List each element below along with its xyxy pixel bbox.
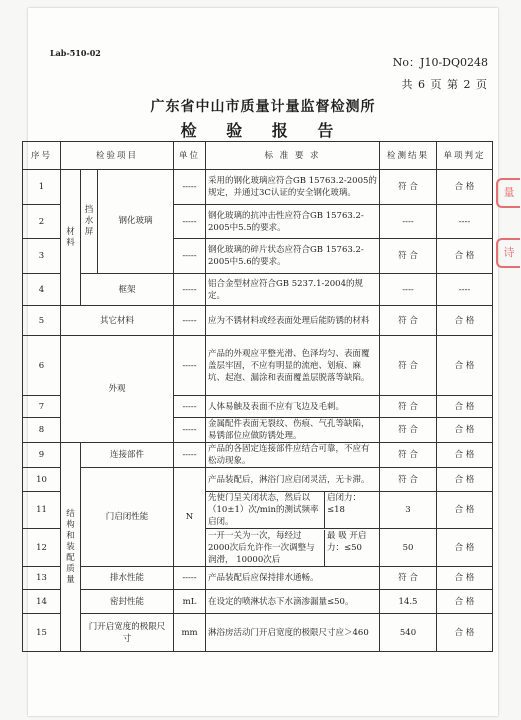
unit: -----	[174, 306, 206, 336]
result: 14.5	[380, 590, 437, 614]
verdict: 合 格	[437, 590, 493, 614]
requirement: 产品装配后，淋浴门应启闭灵活，无卡滞。	[206, 468, 380, 492]
table-row	[23, 614, 493, 652]
result: 符 合	[380, 306, 437, 336]
requirement-main: 先使门呈关闭状态，然后以（10±1）次/min的测试频率启闭。	[206, 492, 325, 528]
requirement: 在设定的喷淋状态下水滴渗漏量≤50。	[206, 590, 380, 614]
verdict: 合 格	[437, 170, 493, 205]
unit: -----	[174, 336, 206, 396]
row-number: 1	[23, 170, 61, 205]
requirement: 人体易触及表面不应有飞边及毛刺。	[206, 396, 380, 418]
result: 符 合	[380, 396, 437, 418]
group-structure: 结构和装配质量	[61, 443, 81, 652]
requirement	[206, 492, 380, 529]
item-door-width: 门开启宽度的极限尺寸	[81, 614, 174, 652]
unit: -----	[174, 239, 206, 274]
report-number: No：J10-DQ0248	[392, 56, 488, 69]
institute-name: 广东省中山市质量计量监督检测所	[150, 99, 376, 115]
row-number: 8	[23, 418, 61, 443]
verdict: 合 格	[437, 443, 493, 468]
row-number: 14	[23, 590, 61, 614]
verdict: 合 格	[437, 529, 493, 567]
seal-stamp-lower: 诗	[496, 238, 520, 268]
verdict: ----	[437, 205, 493, 239]
group-water-screen: 挡水屏	[81, 170, 98, 274]
result: ----	[380, 205, 437, 239]
result: 符 合	[380, 443, 437, 468]
requirement-main: 一开一关为一次，每经过2000次后允许作一次调整与润滑， 10000次后	[206, 530, 325, 566]
verdict: 合 格	[437, 239, 493, 274]
result: 符 合	[380, 336, 437, 396]
unit: -----	[174, 205, 206, 239]
verdict: ----	[437, 274, 493, 306]
unit: -----	[174, 418, 206, 443]
item-frame: 框架	[81, 274, 174, 306]
header-requirement: 标 准 要 求	[206, 142, 380, 170]
item-connect-parts: 连接部件	[81, 443, 174, 468]
verdict: 合 格	[437, 336, 493, 396]
result: 符 合	[380, 567, 437, 590]
verdict: 合 格	[437, 306, 493, 336]
verdict: 合 格	[437, 492, 493, 529]
table-row	[23, 170, 493, 205]
table-header-row	[23, 142, 493, 170]
unit: mL	[174, 590, 206, 614]
row-number: 15	[23, 614, 61, 652]
row-number: 4	[23, 274, 61, 306]
unit: -----	[174, 274, 206, 306]
result: 符 合	[380, 468, 437, 492]
verdict: 合 格	[437, 468, 493, 492]
item-tempered-glass: 钢化玻璃	[98, 170, 174, 274]
requirement: 产品的外观应平整光滑、色泽均匀、表面覆盖层牢固，不应有明显的流疤、划痕、麻坑、起泡、漏涂和表面覆盖层脱落等缺陷。	[206, 336, 380, 396]
item-sealing: 密封性能	[81, 590, 174, 614]
header-unit: 单位	[174, 142, 206, 170]
item-door-closing: 门启闭性能	[81, 468, 174, 567]
seal-stamp-upper: 量	[496, 178, 520, 208]
requirement: 钢化玻璃的碎片状态应符合GB 15763.2-2005中5.6的要求。	[206, 239, 380, 274]
requirement: 产品装配后应保持排水通畅。	[206, 567, 380, 590]
table-row	[23, 590, 493, 614]
result: 540	[380, 614, 437, 652]
unit: -----	[174, 396, 206, 418]
header-item: 检验项目	[61, 142, 174, 170]
result: ----	[380, 274, 437, 306]
table-row	[23, 336, 493, 396]
result: 3	[380, 492, 437, 529]
result: 符 合	[380, 170, 437, 205]
result: 符 合	[380, 418, 437, 443]
page-count: 共 6 页 第 2 页	[401, 78, 488, 91]
row-number: 12	[23, 529, 61, 567]
row-number: 6	[23, 336, 61, 396]
item-appearance: 外观	[61, 336, 174, 443]
requirement: 产品的各固定连接部件应结合可靠，不应有松动现象。	[206, 443, 380, 468]
table-row	[23, 567, 493, 590]
row-number: 10	[23, 468, 61, 492]
verdict: 合 格	[437, 614, 493, 652]
header-verdict: 单项判定	[437, 142, 493, 170]
table-row	[23, 274, 493, 306]
unit: mm	[174, 614, 206, 652]
requirement: 钢化玻璃的抗冲击性应符合GB 15763.2-2005中5.5的要求。	[206, 205, 380, 239]
inspection-table	[22, 141, 493, 652]
unit: -----	[174, 170, 206, 205]
document-code: Lab-510-02	[50, 48, 101, 58]
unit: -----	[174, 567, 206, 590]
table-row	[23, 468, 493, 492]
requirement-limit: 启闭力：≤18	[327, 493, 362, 515]
result: 50	[380, 529, 437, 567]
verdict: 合 格	[437, 418, 493, 443]
requirement: 应为不锈材料或经表面处理后能防锈的材料	[206, 306, 380, 336]
requirement: 金属配件表面无裂纹、伤痕、气孔等缺陷，易锈部位应做防锈处理。	[206, 418, 380, 443]
row-number: 9	[23, 443, 61, 468]
row-number: 7	[23, 396, 61, 418]
table-row	[23, 306, 493, 336]
requirement-limit: 最 吸 开启力：≤50	[327, 530, 367, 553]
report-title: 检 验 报 告	[180, 121, 346, 140]
item-other-material: 其它材料	[61, 306, 174, 336]
requirement: 淋浴房活动门开启宽度的极限尺寸应＞460	[206, 614, 380, 652]
verdict: 合 格	[437, 396, 493, 418]
row-number: 13	[23, 567, 61, 590]
unit: -----	[174, 443, 206, 468]
requirement: 铝合金型材应符合GB 5237.1-2004的规定。	[206, 274, 380, 306]
header-result: 检测结果	[380, 142, 437, 170]
item-drainage: 排水性能	[81, 567, 174, 590]
result: 符 合	[380, 239, 437, 274]
table-row	[23, 443, 493, 468]
row-number: 3	[23, 239, 61, 274]
verdict: 合 格	[437, 567, 493, 590]
header-no: 序号	[23, 142, 61, 170]
requirement: 采用的钢化玻璃应符合GB 15763.2-2005的规定，并通过3C认证的安全钢化玻璃。	[206, 170, 380, 205]
row-number: 2	[23, 205, 61, 239]
group-material: 材料	[61, 170, 81, 306]
row-number: 5	[23, 306, 61, 336]
unit: N	[174, 468, 206, 567]
requirement	[206, 529, 380, 567]
row-number: 11	[23, 492, 61, 529]
